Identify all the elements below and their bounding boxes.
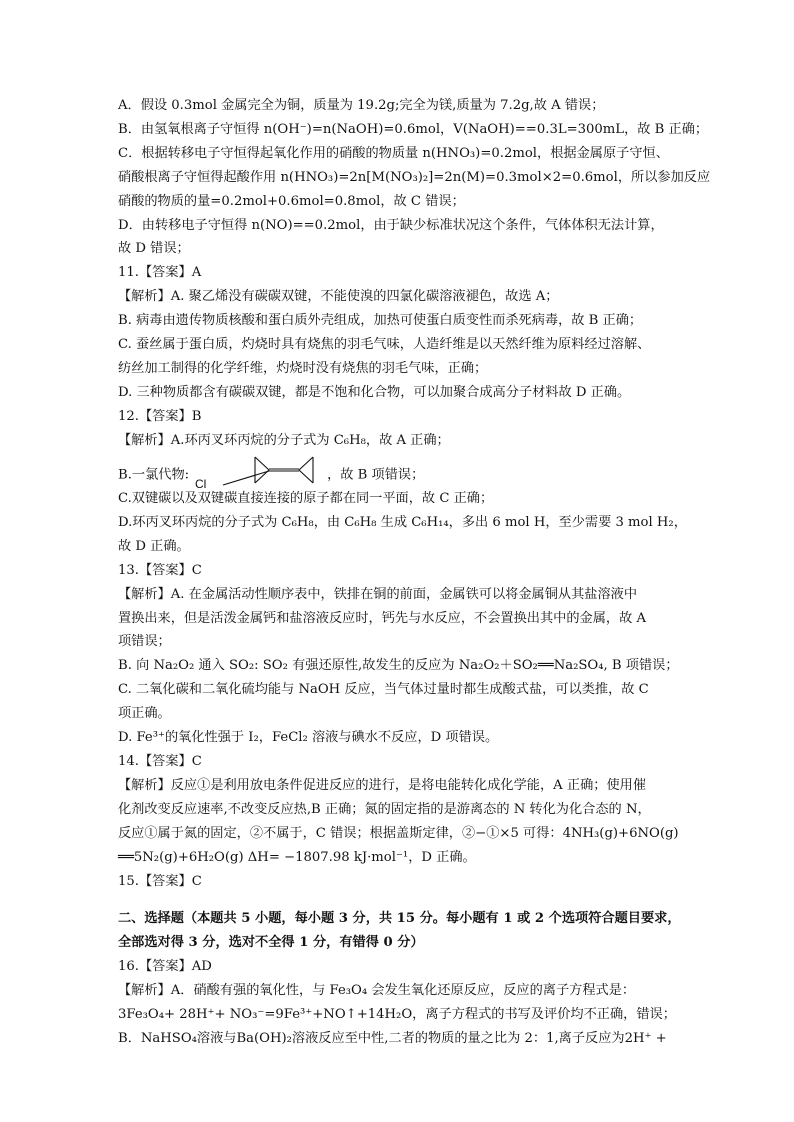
text-line: B. 病毒由遗传物质核酸和蛋白质外壳组成，加热可使蛋白质变性而杀死病毒，故 B 正确；: [118, 313, 643, 329]
text-line: C. 蚕丝属于蛋白质，灼烧时具有烧焦的羽毛气味，人造纤维是以天然纤维为原料经过溶解、: [118, 337, 651, 353]
text-line: D．由转移电子守恒得 n(NO)==0.2mol，由于缺少标准状况这个条件，气体体积无法计算，: [118, 217, 664, 233]
answer-heading-12: 12.【答案】B: [118, 408, 202, 424]
text-line: C．根据转移电子守恒得起氧化作用的硝酸的物质量 n(HNO₃)=0.2mol，根据金属原子守恒、: [118, 145, 669, 161]
text-line: 纺丝加工制得的化学纤维，灼烧时没有烧焦的羽毛气味，正确；: [118, 360, 488, 376]
text-line: 故 D 正确。: [118, 538, 190, 554]
text-line: 【解析】A. 在金属活动性顺序表中，铁排在铜的前面，金属铁可以将金属铜从其盐溶液中: [118, 586, 638, 602]
answer-heading-14: 14.【答案】C: [118, 753, 202, 769]
text-line: 硝酸的物质的量=0.2mol+0.6mol=0.8mol，故 C 错误；: [118, 193, 465, 209]
answer-analysis-text: [118, 94, 711, 1051]
text-line: 【解析】A.环丙叉环丙烷的分子式为 C₆H₈，故 A 正确；: [118, 432, 450, 448]
answer-heading-15: 15.【答案】C: [118, 873, 202, 889]
text-line: D.环丙叉环丙烷的分子式为 C₆H₈，由 C₆H₈ 生成 C₆H₁₄，多出 6 mol H，至少需要 3 mol H₂，: [118, 514, 687, 530]
text-line: C.双键碳以及双键碳直接连接的原子都在同一平面，故 C 正确；: [118, 491, 494, 506]
text-line: 化剂改变反应速率,不改变反应热,B 正确；氮的固定指的是游离态的 N 转化为化合态的 N，: [118, 801, 651, 817]
text-line: 反应①属于氮的固定，②不属于，C 错误；根据盖斯定律，②−①×5 可得：4NH₃(g)+6NO(g): [118, 825, 679, 841]
text-line-with-structure: [118, 463, 678, 487]
answer-heading-11: 11.【答案】A: [118, 265, 202, 281]
answer-heading-13: 13.【答案】C: [118, 562, 202, 578]
text-line: 项错误；: [118, 634, 171, 650]
section-spacer: [118, 893, 678, 907]
text-span: B.一氯代物:: [118, 467, 190, 483]
text-span: ，故 B 项错误；: [327, 467, 425, 483]
text-line: 【解析】反应①是利用放电条件促进反应的进行，是将电能转化成化学能，A 正确；使用催: [118, 777, 647, 793]
text-line: 项正确。: [118, 706, 171, 722]
text-line: D. Fe³⁺的氧化性强于 I₂，FeCl₂ 溶液与碘水不反应，D 项错误。: [118, 730, 499, 746]
bond-diagram: [195, 455, 315, 489]
section-heading: 全部选对得 3 分，选对不全得 1 分，有错得 0 分）: [118, 935, 424, 951]
text-line: 故 D 错误；: [118, 241, 190, 257]
text-line: 硝酸根离子守恒得起酸作用 n(HNO₃)=2n[M(NO₃)₂]=2n(M)=0.3mol×2=0.6mol，所以参加反应: [118, 169, 711, 185]
text-line: A．假设 0.3mol 金属完全为铜，质量为 19.2g;完全为镁,质量为 7.2g,故 A 错误；: [118, 98, 605, 113]
text-line: 3Fe₃O₄+ 28H⁺+ NO₃⁻=9Fe³⁺+NO↑+14H₂O，离子方程式的书写及评价均不正确，错误；: [118, 1007, 676, 1023]
text-line: B. 向 Na₂O₂ 通入 SO₂: SO₂ 有强还原性,故发生的反应为 Na₂O₂＋SO₂══Na₂SO₄, B 项错误；: [118, 658, 679, 674]
section-heading: 二、选择题（本题共 5 小题，每小题 3 分，共 15 分。每小题有 1 或 2 个选项符合题目要求，: [118, 911, 681, 927]
text-line: B．NaHSO₄溶液与Ba(OH)₂溶液反应至中性,二者的物质的量之比为 2：1,离子反应为2H⁺ +: [118, 1030, 667, 1046]
chloro-methylenecyclopropane-structure: [195, 455, 315, 489]
text-line: ══5N₂(g)+6H₂O(g) ΔH= −1807.98 kJ·mol⁻¹，D 正确。: [118, 849, 476, 865]
text-line: C. 二氧化碳和二氧化硫均能与 NaOH 反应，当气体过量时都生成酸式盐，可以类推，故 C: [118, 682, 649, 698]
text-line: B．由氢氧根离子守恒得 n(OH⁻)=n(NaOH)=0.6mol，V(NaOH)==0.3L=300mL，故 B 正确；: [118, 121, 709, 137]
text-line: 【解析】A．硝酸有强的氧化性，与 Fe₃O₄ 会发生氧化还原反应，反应的离子方程式是：: [118, 983, 636, 999]
chlorine-label: Cl: [195, 476, 207, 489]
text-line: D. 三种物质都含有碳碳双键，都是不饱和化合物，可以加聚合成高分子材料故 D 正确。: [118, 384, 631, 400]
answer-heading-16: 16.【答案】AD: [118, 959, 212, 975]
text-line: 置换出来，但是活泼金属钙和盐溶液反应时，钙先与水反应，不会置换出其中的金属，故 A: [118, 610, 647, 626]
text-line: 【解析】A. 聚乙烯没有碳碳双键，不能使溴的四氯化碳溶液褪色，故选 A；: [118, 289, 559, 305]
